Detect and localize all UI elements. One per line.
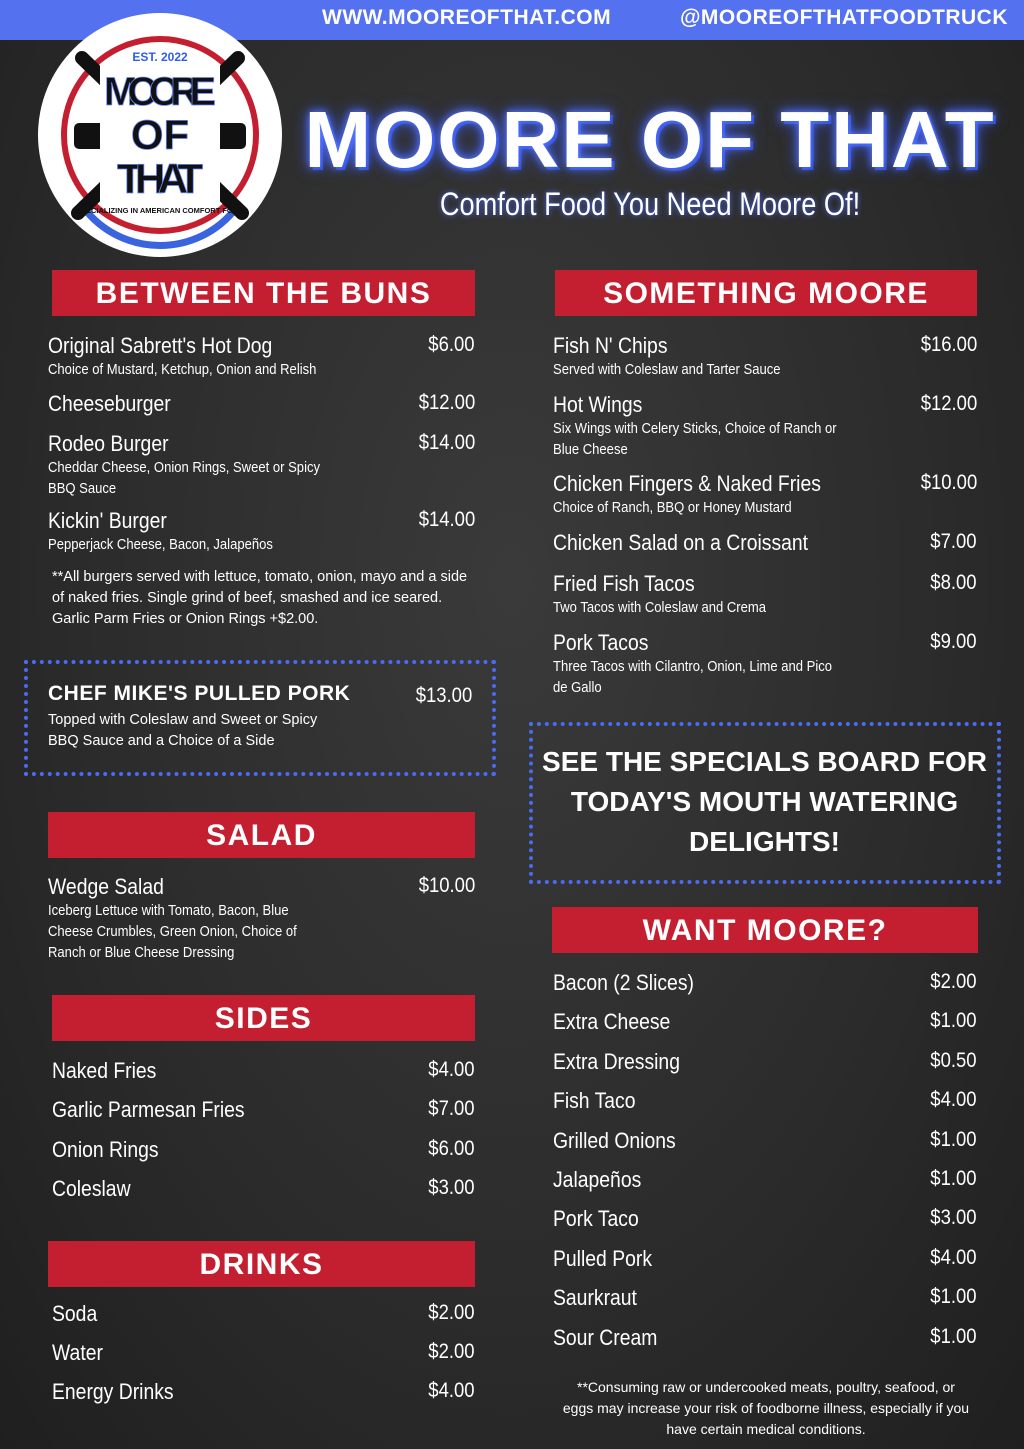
menu-item-price: $2.00 — [428, 1340, 475, 1363]
menu-item-name: Soda — [52, 1301, 98, 1326]
menu-item-name: Original Sabrett's Hot Dog — [48, 333, 273, 358]
menu-item-price: $9.00 — [930, 630, 977, 653]
menu-item-price: $1.00 — [930, 1167, 977, 1190]
menu-item — [553, 1246, 883, 1272]
section-header-between-the-buns: BETWEEN THE BUNS — [52, 270, 475, 316]
menu-item — [52, 1097, 372, 1123]
menu-item-price: $12.00 — [920, 392, 977, 415]
menu-item — [553, 333, 883, 381]
menu-item — [48, 391, 368, 417]
menu-item-name: Pork Tacos — [553, 630, 649, 655]
menu-item-price: $0.50 — [930, 1049, 977, 1072]
menu-item — [52, 1340, 372, 1366]
svg-text:MOORE: MOORE — [104, 70, 216, 114]
website-link[interactable]: WWW.MOOREOFTHAT.COM — [322, 6, 612, 29]
menu-item-price: $10.00 — [920, 471, 977, 494]
section-header-salad: SALAD — [48, 812, 475, 858]
menu-item-description: Three Tacos with Cilantro, Onion, Lime and Pico de Gallo — [553, 659, 833, 696]
menu-item-description: Choice of Mustard, Ketchup, Onion and Relish — [48, 362, 317, 378]
menu-item — [553, 1285, 883, 1311]
menu-item-price: $4.00 — [428, 1058, 475, 1081]
menu-item — [52, 1379, 372, 1405]
menu-item-price: $4.00 — [930, 1088, 977, 1111]
menu-item-name: Chicken Salad on a Croissant — [553, 530, 809, 555]
menu-item-description: Iceberg Lettuce with Tomato, Bacon, Blue Cheese Crumbles, Green Onion, Choice of Ranch or Blue Cheese Dressing — [48, 903, 297, 961]
section-header-want-moore: WANT MOORE? — [552, 907, 978, 953]
menu-item-name: Water — [52, 1340, 103, 1365]
menu-item-price: $7.00 — [428, 1097, 475, 1120]
menu-item-name: Pulled Pork — [553, 1246, 653, 1271]
burger-note: **All burgers served with lettuce, tomato, onion, mayo and a side of naked fries. Single grind of beef, smashed and ice seared. Garlic Parm Fries or Onion Rings +$2.00. — [52, 569, 468, 627]
chef-special-name: CHEF MIKE'S PULLED PORK — [48, 682, 351, 705]
menu-item-name: Onion Rings — [52, 1137, 159, 1162]
menu-item — [553, 1009, 883, 1035]
menu-item — [553, 1206, 883, 1232]
menu-item — [48, 431, 368, 500]
menu-item-name: Fried Fish Tacos — [553, 571, 695, 596]
menu-item — [553, 1128, 883, 1154]
menu-item-name: Pork Taco — [553, 1206, 639, 1231]
menu-item-name: Kickin' Burger — [48, 508, 167, 533]
menu-item-name: Hot Wings — [553, 392, 643, 417]
menu-item-price: $14.00 — [418, 508, 475, 531]
menu-item — [553, 392, 883, 461]
menu-item — [553, 1049, 883, 1075]
menu-item — [553, 1325, 883, 1351]
menu-item-description: Choice of Ranch, BBQ or Honey Mustard — [553, 500, 792, 516]
menu-item-price: $1.00 — [930, 1009, 977, 1032]
menu-item-price: $2.00 — [930, 970, 977, 993]
page-title: MOORE OF THAT — [304, 95, 996, 184]
menu-item-name: Extra Dressing — [553, 1049, 680, 1074]
menu-item-price: $6.00 — [428, 333, 475, 356]
menu-item-name: Energy Drinks — [52, 1379, 174, 1404]
menu-item — [52, 1058, 372, 1084]
menu-item-name: Fish N' Chips — [553, 333, 668, 358]
section-header-something-moore: SOMETHING MOORE — [555, 270, 977, 316]
menu-item-name: Rodeo Burger — [48, 431, 169, 456]
menu-item-name: Saurkraut — [553, 1285, 637, 1310]
menu-item-price: $4.00 — [428, 1379, 475, 1402]
menu-item-name: Fish Taco — [553, 1088, 636, 1113]
menu-item — [553, 471, 883, 519]
menu-item-price: $4.00 — [930, 1246, 977, 1269]
menu-item — [553, 571, 883, 619]
menu-item-name: Extra Cheese — [553, 1009, 671, 1034]
menu-item — [48, 874, 368, 964]
menu-item-description: Served with Coleslaw and Tarter Sauce — [553, 362, 781, 378]
food-safety-disclaimer: **Consuming raw or undercooked meats, poultry, seafood, or eggs may increase your risk of foodborne illness, especially if you have certain medical conditions. — [562, 1379, 970, 1437]
menu-item-price: $2.00 — [428, 1301, 475, 1324]
logo-emblem-icon — [38, 13, 282, 257]
menu-item — [52, 1176, 372, 1202]
menu-item — [553, 970, 883, 996]
menu-item-price: $8.00 — [930, 571, 977, 594]
svg-text:OF: OF — [130, 111, 190, 158]
menu-item-price: $3.00 — [428, 1176, 475, 1199]
menu-item — [553, 630, 883, 699]
menu-item-name: Sour Cream — [553, 1325, 658, 1350]
menu-item-price: $6.00 — [428, 1137, 475, 1160]
menu-item-price: $1.00 — [930, 1128, 977, 1151]
section-header-drinks: DRINKS — [48, 1241, 475, 1287]
menu-item-name: Coleslaw — [52, 1176, 131, 1201]
menu-item-price: $1.00 — [930, 1285, 977, 1308]
menu-item-name: Grilled Onions — [553, 1128, 676, 1153]
menu-item-description: Two Tacos with Coleslaw and Crema — [553, 600, 767, 616]
chef-special-price: $13.00 — [415, 684, 472, 707]
menu-item-price: $16.00 — [920, 333, 977, 356]
menu-item-description: Six Wings with Celery Sticks, Choice of Ranch or Blue Cheese — [553, 421, 837, 458]
menu-item — [553, 530, 883, 556]
svg-text:THAT: THAT — [117, 155, 203, 202]
menu-item — [48, 333, 368, 381]
specials-board-text: SEE THE SPECIALS BOARD FOR TODAY'S MOUTH WATERING DELIGHTS! — [542, 746, 987, 857]
svg-text:EST. 2022: EST. 2022 — [132, 50, 188, 64]
menu-item-price: $1.00 — [930, 1325, 977, 1348]
page-subtitle: Comfort Food You Need Moore Of! — [439, 186, 861, 222]
menu-item-name: Jalapeños — [553, 1167, 642, 1192]
menu-item-name: Naked Fries — [52, 1058, 157, 1083]
menu-item-price: $7.00 — [930, 530, 977, 553]
menu-item — [52, 1301, 372, 1327]
menu-item-name: Wedge Salad — [48, 874, 164, 899]
menu-item-price: $14.00 — [418, 431, 475, 454]
section-header-sides: SIDES — [52, 995, 475, 1041]
chef-special-desc: Topped with Coleslaw and Sweet or Spicy BBQ Sauce and a Choice of a Side — [48, 712, 318, 749]
logo — [38, 13, 282, 257]
svg-text:SPECIALIZING IN AMERICAN COMFO: SPECIALIZING IN AMERICAN COMFORT FOOD — [75, 206, 245, 215]
menu-item — [52, 1137, 372, 1163]
menu-item — [48, 508, 368, 556]
social-handle[interactable]: @MOOREOFTHATFOODTRUCK — [679, 6, 1008, 29]
menu-item-price: $10.00 — [418, 874, 475, 897]
menu-item-name: Chicken Fingers & Naked Fries — [553, 471, 821, 496]
menu-item-description: Pepperjack Cheese, Bacon, Jalapeños — [48, 537, 273, 553]
menu-item — [553, 1088, 883, 1114]
menu-item — [553, 1167, 883, 1193]
menu-item-price: $12.00 — [418, 391, 475, 414]
menu-item-name: Bacon (2 Slices) — [553, 970, 694, 995]
menu-item-name: Garlic Parmesan Fries — [52, 1097, 245, 1122]
menu-item-price: $3.00 — [930, 1206, 977, 1229]
menu-item-name: Cheeseburger — [48, 391, 171, 416]
menu-item-description: Cheddar Cheese, Onion Rings, Sweet or Spicy BBQ Sauce — [48, 460, 321, 497]
